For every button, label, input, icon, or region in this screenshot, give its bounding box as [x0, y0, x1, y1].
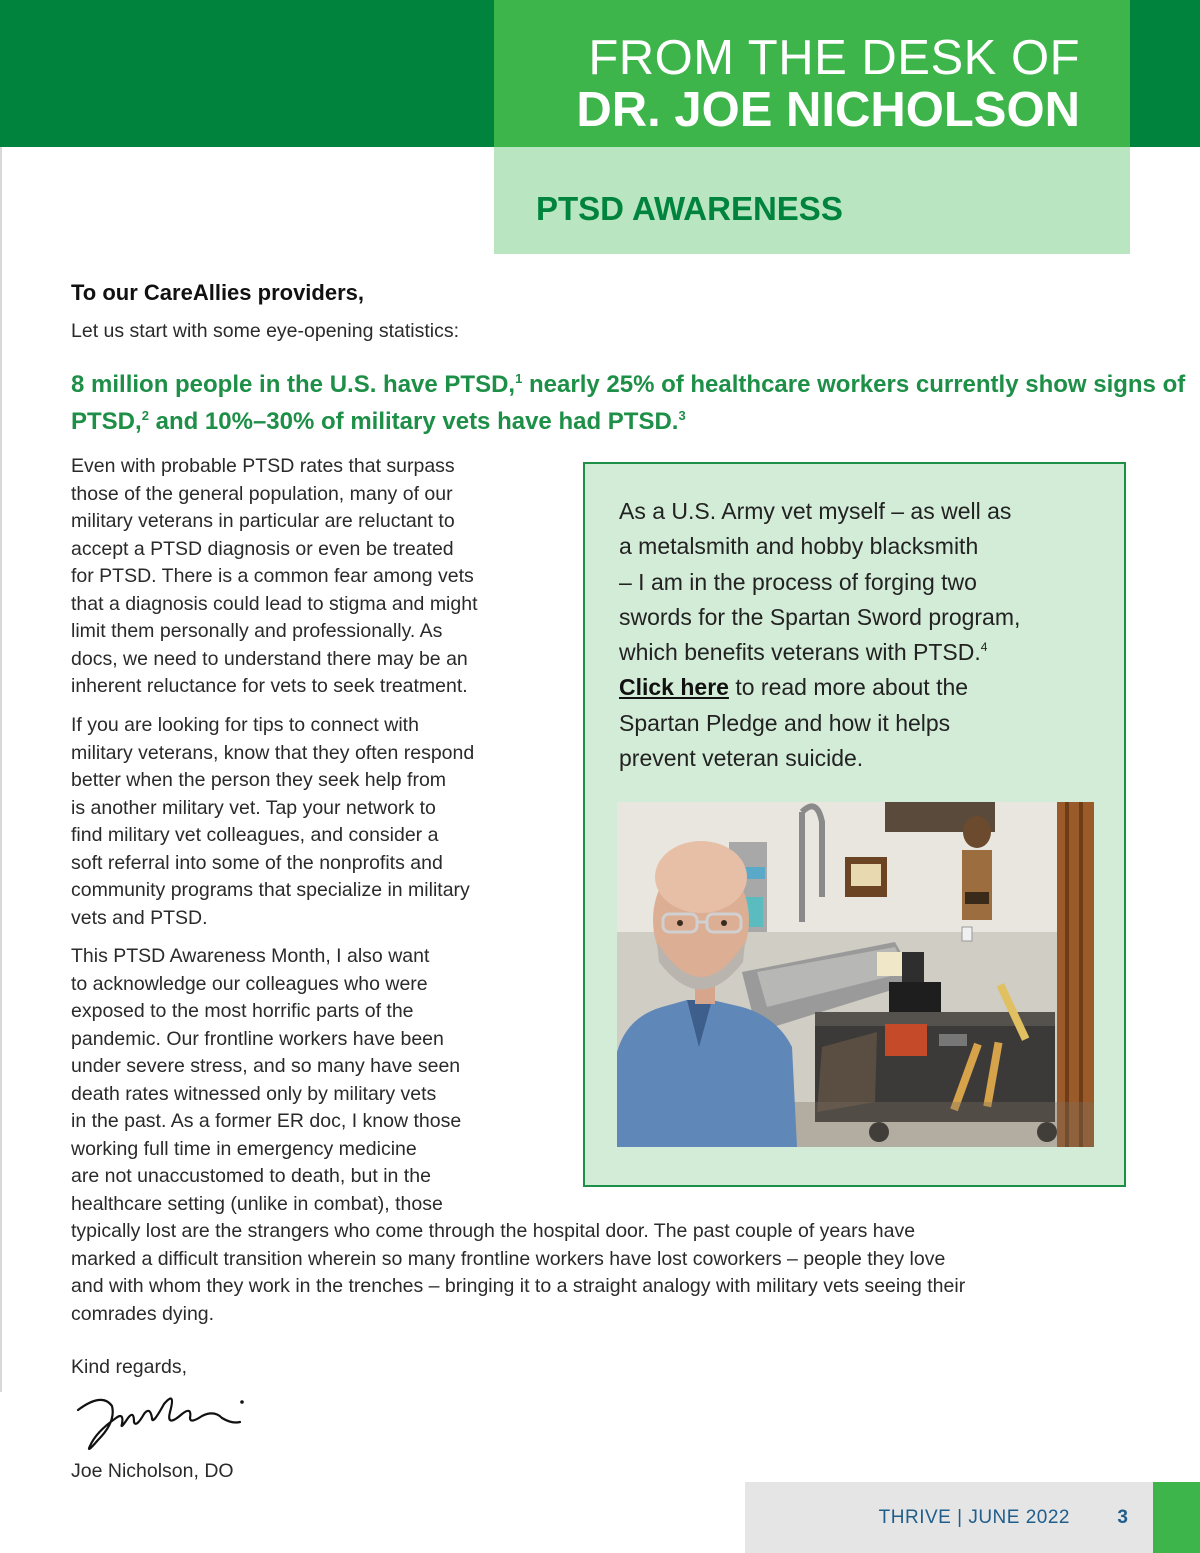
callout-box — [583, 462, 1126, 1187]
page-number: 3 — [1117, 1507, 1128, 1528]
paragraph-2: If you are looking for tips to connect with military veterans, know that they often respond better when the person they seek help from is another military vet. Tap your network to find military vet colleagues, and consider a soft referral into some of the nonprofits and community programs that specialize in military vets and PTSD. — [71, 714, 475, 929]
footnote-ref: 4 — [980, 640, 988, 655]
footnote-ref: 1 — [515, 371, 523, 386]
footer-accent — [1153, 1482, 1200, 1553]
paragraph-1: Even with probable PTSD rates that surpass those of the general population, many of our military veterans in particular are reluctant to accept a PTSD diagnosis or even be treated for PTSD. There is a common fear among vets that a diagnosis could lead to stigma and might limit them personally and professionally. As docs, we need to understand there may be an inherent reluctance for vets to seek treatment. — [71, 455, 478, 697]
signer-name: Joe Nicholson, DO — [71, 1460, 234, 1482]
signature — [72, 1388, 252, 1458]
page-title-line1: FROM THE DESK OF — [588, 31, 1080, 85]
page-title-line2: DR. JOE NICHOLSON — [576, 83, 1080, 137]
section-heading-box — [494, 147, 1130, 254]
blacksmith-workshop-photo — [617, 802, 1094, 1147]
title-box — [494, 0, 1130, 147]
statistics-headline: 8 million people in the U.S. have PTSD,$^1$ nearly 25% of healthcare workers currently show signs of PTSD,$^2$ and 10%–30% of military vets have had PTSD.$^3$ — [71, 371, 1186, 435]
callout-text: As a U.S. Army vet myself – as well as a metalsmith and hobby blacksmith – I am in the process of forging two swords for the Spartan Sword program, which benefits veterans with PTSD.$^4$ Click here to read more about the Spartan Pledge and how it helps prevent veteran suicide. — [619, 498, 1021, 772]
footnote-ref: 2 — [141, 408, 149, 423]
click-here-link[interactable]: Click here — [619, 674, 729, 701]
section-heading: PTSD AWARENESS — [536, 190, 843, 227]
paragraph-3: This PTSD Awareness Month, I also want to acknowledge our colleagues who were exposed to the most horrific parts of the pandemic. Our frontline workers have been under severe stress, and so many have seen death rates witnessed only by military vets in the past. As a former ER doc, I know those working full time in emergency medicine are not unaccustomed to death, but in the healthcare setting (unlike in combat), those — [71, 945, 462, 1215]
intro-text: Let us start with some eye-opening statistics: — [71, 320, 460, 342]
greeting: To our CareAllies providers, — [71, 280, 365, 305]
left-divider — [0, 147, 2, 1392]
footer-publication: THRIVE | JUNE 2022 — [878, 1507, 1070, 1528]
footer — [745, 1482, 1153, 1553]
closing: Kind regards, — [71, 1356, 187, 1378]
footnote-ref: 3 — [678, 408, 686, 423]
paragraph-3-continued: typically lost are the strangers who come through the hospital door. The past couple of years have marked a difficult transition wherein so many frontline workers have lost coworkers – people they love and with whom they work in the trenches – bringing it to a straight analogy with military vets seeing their comrades dying. — [71, 1220, 966, 1325]
